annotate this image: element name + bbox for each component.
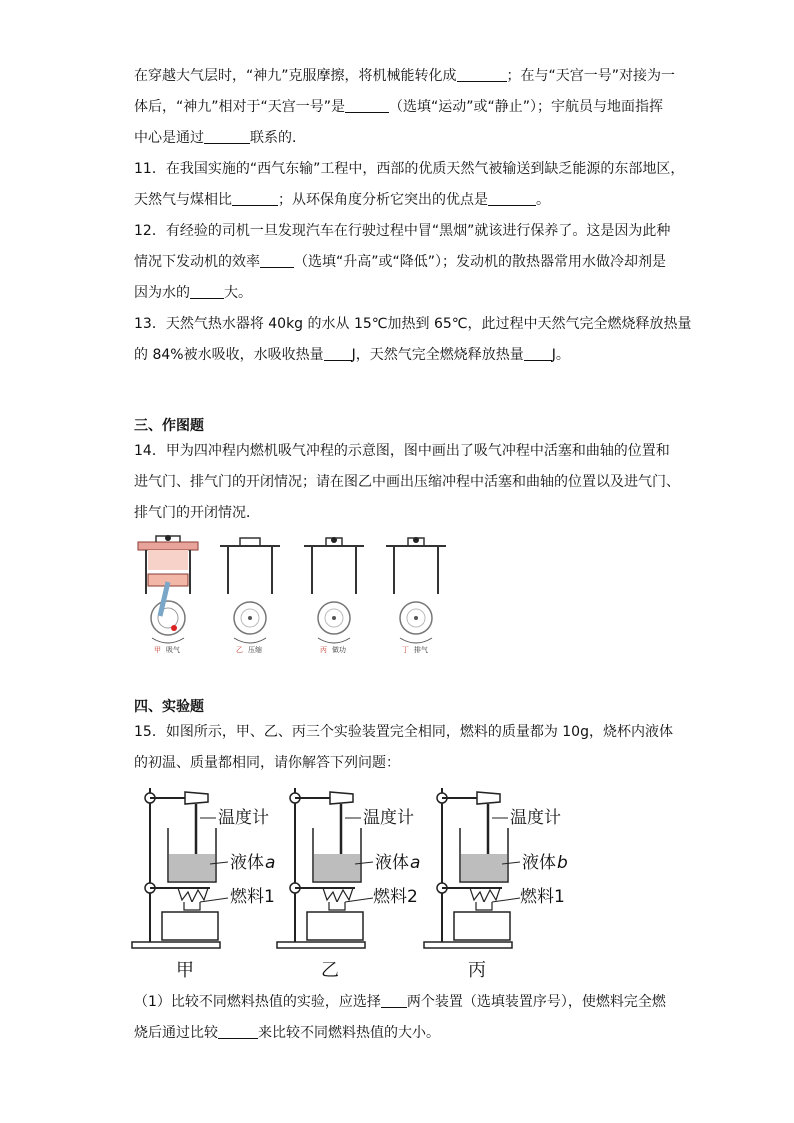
- q15-sub1-line1: （1）比较不同燃料热值的实验，应选择 两个装置（选填装置序号），使燃料完全燃: [134, 994, 666, 1010]
- answer-blank[interactable]: [345, 98, 389, 113]
- section-heading-experiment: 四、实验题: [134, 699, 204, 715]
- svg-text:丙: 丙: [468, 960, 486, 981]
- engine-bing-power: [304, 537, 364, 654]
- q14-line3: 排气门的开闭情况．: [134, 505, 260, 521]
- q13-line2: 的 84%被水吸收，水吸收热量 J，天然气完全燃烧释放热量 J。: [134, 347, 570, 363]
- answer-blank[interactable]: [218, 1024, 258, 1039]
- engine-ding-exhaust: [386, 537, 446, 654]
- svg-text:温度计: 温度计: [510, 808, 561, 828]
- apparatus-bing: [424, 788, 568, 981]
- answer-blank[interactable]: [260, 253, 294, 268]
- q11-line1: 11．在我国实施的“西气东输”工程中，西部的优质天然气被输送到缺乏能源的东部地区，: [134, 161, 685, 177]
- q10-line3: 中心是通过 联系的．: [134, 130, 306, 146]
- svg-text:液体: 液体: [375, 853, 409, 873]
- section-heading-drawing: 三、作图题: [134, 418, 204, 434]
- svg-text:燃料1: 燃料1: [230, 887, 275, 907]
- svg-text:液体: 液体: [230, 853, 264, 873]
- engine-strokes-figure: [132, 534, 452, 656]
- q10-line2: 体后，“神九”相对于“天宫一号”是 （选填“运动”或“静止”）；宇航员与地面指挥: [134, 99, 664, 115]
- svg-text:乙: 乙: [236, 646, 243, 654]
- engine-yi-compression: [220, 538, 280, 654]
- q10-line1: 在穿越大气层时，“神九”克服摩擦，将机械能转化成 ；在与“天宫一号”对接为一: [134, 68, 676, 84]
- apparatus-figure: [130, 782, 580, 982]
- svg-text:甲: 甲: [154, 646, 161, 654]
- q13-line1: 13．天然气热水器将 40kg 的水从 15℃加热到 65℃，此过程中天然气完全燃烧释放热量: [134, 316, 692, 332]
- svg-text:b: b: [557, 853, 568, 873]
- q15-sub1-line2: 烧后通过比较 来比较不同燃料热值的大小。: [134, 1025, 440, 1041]
- svg-text:丙: 丙: [320, 646, 327, 654]
- q12-line1: 12．有经验的司机一旦发现汽车在行驶过程中冒“黑烟”就该进行保养了。这是因为此种: [134, 223, 671, 239]
- q11-line2: 天然气与煤相比 ；从环保角度分析它突出的优点是 。: [134, 192, 550, 208]
- answer-blank[interactable]: [381, 993, 407, 1008]
- engine-jia-intake: [138, 535, 198, 654]
- apparatus-yi: [277, 788, 420, 981]
- q12-line2: 情况下发动机的效率 （选填“升高”或“降低”）；发动机的散热器常用水做冷却剂是: [134, 254, 667, 270]
- svg-text:排气: 排气: [414, 646, 428, 654]
- q12-line3: 因为水的 大。: [134, 285, 252, 301]
- answer-blank[interactable]: [190, 284, 224, 299]
- answer-blank[interactable]: [204, 129, 250, 144]
- svg-text:吸气: 吸气: [166, 646, 180, 654]
- svg-text:甲: 甲: [176, 960, 194, 981]
- svg-text:液体: 液体: [522, 853, 556, 873]
- answer-blank[interactable]: [488, 191, 536, 206]
- svg-text:乙: 乙: [321, 960, 339, 981]
- apparatus-jia: [132, 788, 275, 981]
- svg-text:燃料1: 燃料1: [520, 887, 565, 907]
- svg-text:丁: 丁: [402, 646, 409, 654]
- q15-line1: 15．如图所示，甲、乙、丙三个实验装置完全相同，燃料的质量都为 10g，烧杯内液体: [134, 724, 673, 740]
- answer-blank[interactable]: [232, 191, 278, 206]
- answer-blank[interactable]: [524, 346, 552, 361]
- svg-text:温度计: 温度计: [218, 808, 269, 828]
- svg-text:压缩: 压缩: [248, 646, 262, 654]
- answer-blank[interactable]: [324, 346, 352, 361]
- q14-line1: 14．甲为四冲程内燃机吸气冲程的示意图，图中画出了吸气冲程中活塞和曲轴的位置和: [134, 443, 670, 459]
- q15-line2: 的初温、质量都相同，请你解答下列问题：: [134, 755, 400, 771]
- q14-line2: 进气门、排气门的开闭情况；请在图乙中画出压缩冲程中活塞和曲轴的位置以及进气门、: [134, 474, 680, 490]
- svg-text:a: a: [265, 853, 276, 873]
- answer-blank[interactable]: [457, 67, 507, 82]
- svg-text:做功: 做功: [332, 646, 346, 654]
- svg-text:燃料2: 燃料2: [373, 887, 418, 907]
- svg-text:a: a: [410, 853, 421, 873]
- svg-text:温度计: 温度计: [363, 808, 414, 828]
